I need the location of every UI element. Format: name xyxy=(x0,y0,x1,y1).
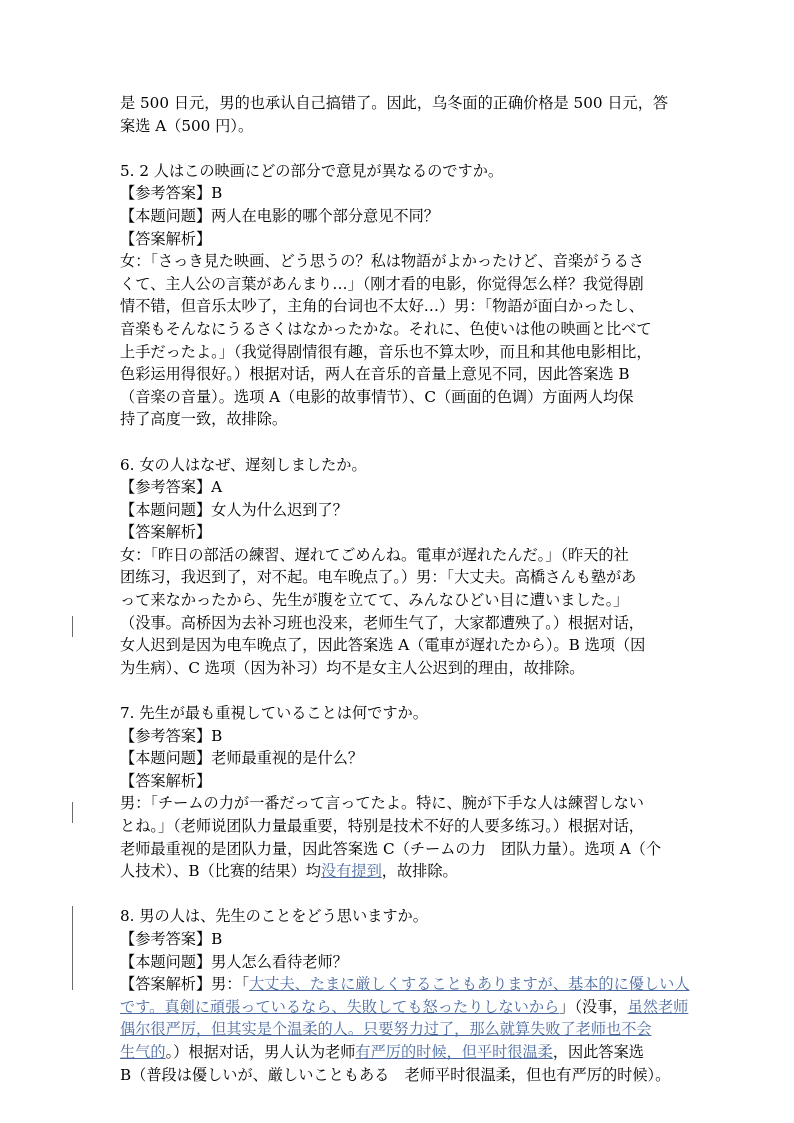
revision-bar-q6 xyxy=(72,616,73,637)
text-line: って来なかったから、先生が腹を立てて、みんなひどい目に遭いました。」 xyxy=(120,591,629,610)
question-title: 6. 女の人はなぜ、遅刻しましたか。 xyxy=(120,455,367,474)
question-title: 8. 男の人は、先生のことをどう思いますか。 xyxy=(120,907,428,926)
reference-answer: 【参考答案】A xyxy=(120,478,223,497)
tracked-insertion: 有严厉的时候，但平时很温柔 xyxy=(355,1042,553,1061)
revision-bar-q8 xyxy=(72,906,73,990)
text-line xyxy=(120,996,695,1019)
text-line: 团练习，我迟到了，对不起。电车晚点了。）男：「大丈夫。高橋さんも塾があ xyxy=(120,568,637,587)
analysis-label: 【答案解析】 xyxy=(120,523,212,542)
question-title: 5. 2 人はこの映画にどの部分で意見が異なるのですか。 xyxy=(120,161,504,180)
text-line: 是 500 日元，男的也承认自己搞错了。因此，乌冬面的正确价格是 500 日元，答 xyxy=(120,94,669,112)
text-span: ，因此答案选 xyxy=(552,1042,644,1061)
question-text: 【本题问题】男人怎么看待老师？ xyxy=(120,952,348,971)
text-line: 音楽もそんなにうるさくはなかったかな。それに、色使いは他の映画と比べて xyxy=(120,319,652,338)
text-line: 女人迟到是因为电车晚点了，因此答案选 A（電車が遅れたから）。B 选项（因 xyxy=(120,636,646,655)
text-line xyxy=(120,1041,695,1064)
text-line: とね。」（老师说团队力量最重要，特别是技术不好的人要多练习。）根据对话， xyxy=(120,817,644,835)
tracked-insertion: 虽然老师 xyxy=(627,997,689,1016)
tracked-insertion: 偶尔很严厉，但其实是个温柔的人。只要努力过了，那么就算失败了老师也不会 xyxy=(120,1020,652,1039)
question-text: 【本题问题】女人为什么迟到了？ xyxy=(120,500,348,519)
text-span: 。）根据对话，男人认为老师 xyxy=(165,1042,356,1061)
text-line xyxy=(120,1018,695,1041)
text-line: 案选 A（500 円）。 xyxy=(120,116,254,135)
text-line: 情不错，但音乐太吵了，主角的台词也不太好…）男：「物語が面白かったし、 xyxy=(120,297,644,316)
question-title: 7. 先生が最も重視していることは何ですか。 xyxy=(120,704,428,723)
tracked-insertion: です。真剣に頑張っているなら、失敗しても怒ったりしないから xyxy=(120,997,560,1016)
text-span: 」（没事， xyxy=(559,997,628,1016)
question-5 xyxy=(120,160,695,431)
text-span: 人技术）、B（比赛的结果）均 xyxy=(120,862,321,881)
reference-answer: 【参考答案】B xyxy=(120,184,223,203)
tracked-insertion: 大丈夫、たまに厳しくすることもありますが、基本的に優しい人 xyxy=(249,975,690,994)
text-line: B（普段は優しいが、厳しいこともある 老师平时很温柔，但也有严厉的时候）。 xyxy=(120,1065,671,1084)
analysis-label: 【答案解析】 xyxy=(120,229,212,248)
text-line: 为生病）、C 选项（因为补习）均不是女主人公迟到的理由，故排除。 xyxy=(120,658,585,677)
text-line: 色彩运用得很好。）根据对话，两人在音乐的音量上意见不同，因此答案选 B xyxy=(120,365,630,384)
question-text: 【本题问题】两人在电影的哪个部分意见不同？ xyxy=(120,206,439,225)
text-line: （没事。高桥因为去补习班也没来，老师生气了，大家都遭殃了。）根据对话， xyxy=(120,613,644,632)
reference-answer: 【参考答案】B xyxy=(120,929,223,948)
q4-tail xyxy=(120,92,695,137)
text-line: 上手だったよ。」（我觉得剧情很有趣，音乐也不算太吵，而且和其他电影相比， xyxy=(120,342,652,361)
text-line: 女：「さっき見た映画、どう思うの？私は物語がよかったけど、音楽がうるさ xyxy=(120,252,644,271)
analysis-label: 【答案解析】 xyxy=(120,771,212,790)
analysis-label: 【答案解析】男：「 xyxy=(120,975,250,994)
revision-bar-q7 xyxy=(72,802,73,823)
text-line xyxy=(120,860,695,883)
question-7 xyxy=(120,702,695,883)
question-8 xyxy=(120,905,695,1086)
document-page xyxy=(120,92,695,1086)
tracked-insertion: 没有提到 xyxy=(321,862,382,881)
text-line: 老师最重视的是团队力量，因此答案选 C（チームの力 团队力量）。选项 A（个 xyxy=(120,839,662,858)
text-line: 男：「チームの力が一番だって言ってたよ。特に、腕が下手な人は練習しない xyxy=(120,794,644,813)
question-text: 【本题问题】老师最重视的是什么？ xyxy=(120,749,363,768)
text-line: （音楽の音量）。选项 A（电影的故事情节）、C（画面的色调）方面两人均保 xyxy=(120,387,634,406)
tracked-insertion: 生气的 xyxy=(120,1042,166,1061)
question-6 xyxy=(120,454,695,680)
text-line xyxy=(120,973,695,996)
text-line: 持了高度一致，故排除。 xyxy=(120,410,288,429)
reference-answer: 【参考答案】B xyxy=(120,726,223,745)
text-span: ，故排除。 xyxy=(381,862,458,881)
text-line: 女：「昨日の部活の練習、遅れてごめんね。電車が遅れたんだ。」（昨天的社 xyxy=(120,545,629,564)
text-line: くて、主人公の言葉があんまり…」（刚才看的电影，你觉得怎么样？我觉得剧 xyxy=(120,274,644,293)
